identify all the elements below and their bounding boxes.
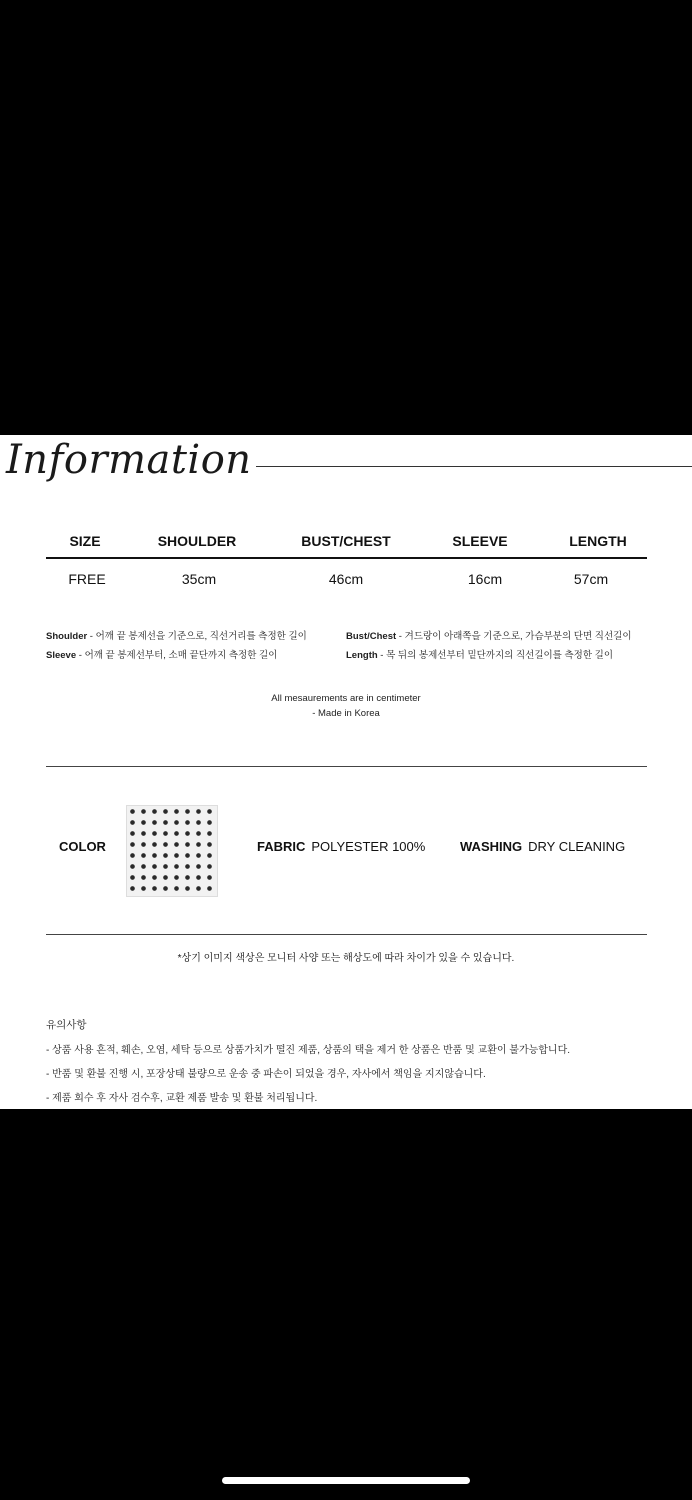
header-shoulder: SHOULDER xyxy=(157,533,237,549)
table-divider xyxy=(46,557,647,559)
home-indicator[interactable] xyxy=(222,1477,470,1484)
definition-shoulder: Shoulder - 어깨 끝 봉제선을 기준으로, 직선거리를 측정한 길이 xyxy=(46,631,307,642)
header-sleeve: SLEEVE xyxy=(452,533,508,549)
caution-heading: 유의사항 xyxy=(46,1019,87,1031)
value-size: FREE xyxy=(68,571,106,587)
size-table-header xyxy=(46,533,647,557)
caution-item: - 제품 회수 후 자사 검수후, 교환 제품 발송 및 환불 처리됩니다. xyxy=(46,1093,318,1104)
origin-note: - Made in Korea xyxy=(312,708,380,719)
header-bust-chest: BUST/CHEST xyxy=(301,533,391,549)
caution-item: - 상품 사용 흔적, 훼손, 오염, 세탁 등으로 상품가치가 떨진 제품, 상품의 택을 제거 한 상품은 반품 및 교환이 불가능합니다. xyxy=(46,1045,571,1056)
value-sleeve: 16cm xyxy=(467,571,503,587)
size-table xyxy=(46,533,647,595)
definition-bust-chest: Bust/Chest - 겨드랑이 아래쪽을 기준으로, 가슴부분의 단면 직선길이 xyxy=(346,631,632,642)
fabric-swatch-image xyxy=(126,805,218,897)
header-length: LENGTH xyxy=(569,533,627,549)
washing-value: DRY CLEANING xyxy=(528,839,626,854)
fabric-value: POLYESTER 100% xyxy=(311,839,426,854)
color-disclaimer: *상기 이미지 색상은 모니터 사양 또는 해상도에 따라 차이가 있을 수 있습니다. xyxy=(177,953,515,964)
fabric-label: FABRIC xyxy=(257,839,306,854)
value-shoulder: 35cm xyxy=(181,571,217,587)
washing-attribute xyxy=(460,839,625,854)
header-size: SIZE xyxy=(69,533,101,549)
caution-item: - 반품 및 환불 진행 시, 포장상태 불량으로 운송 중 파손이 되었을 경우, 자사에서 책임을 지지않습니다. xyxy=(46,1069,486,1080)
product-info-panel xyxy=(0,435,692,1109)
title-divider xyxy=(256,466,692,467)
section-divider-2 xyxy=(46,934,647,935)
section-divider xyxy=(46,766,647,767)
color-label: COLOR xyxy=(59,839,106,854)
definition-length: Length - 목 뒤의 봉제선부터 밑단까지의 직선길이를 측정한 길이 xyxy=(346,650,614,661)
measurement-note: All mesaurements are in centimeter xyxy=(271,693,421,704)
size-table-row xyxy=(46,571,647,595)
value-length: 57cm xyxy=(573,571,609,587)
washing-label: WASHING xyxy=(460,839,523,854)
page-title: Information xyxy=(6,437,252,483)
color-attribute xyxy=(59,839,106,854)
definition-sleeve: Sleeve - 어깨 끝 봉제선부터, 소매 끝단까지 측정한 길이 xyxy=(46,650,278,661)
value-bust-chest: 46cm xyxy=(328,571,364,587)
fabric-attribute xyxy=(257,839,425,854)
